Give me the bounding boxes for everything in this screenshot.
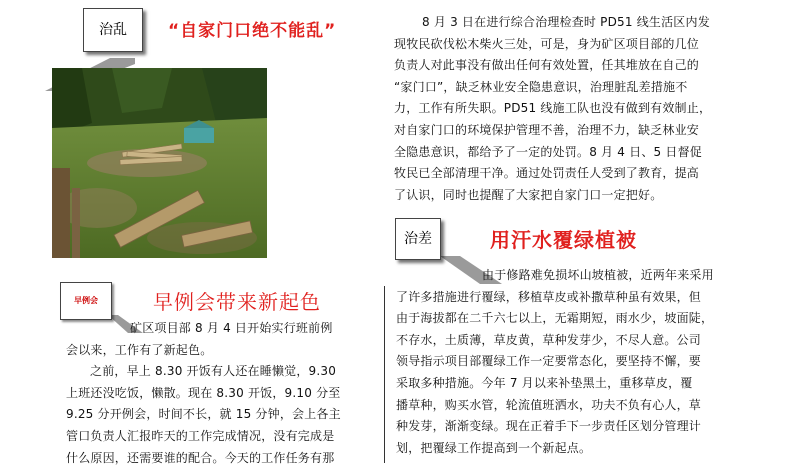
text-line: 力，工作有所失职。PD51 线施工队也没有做到有效制止， (394, 101, 712, 116)
section-label-zhiluan (83, 8, 143, 52)
text-line: 牧民已全部清理干净。通过处罚责任人受到了教育，提高 (394, 166, 700, 181)
text-line: 不存水，土质薄，草皮黄，草种发芽少，不尽人意。公司 (396, 332, 702, 347)
section-label-zhicha-text: 治差 (404, 231, 432, 247)
section-label-zhiluan-text: 治乱 (99, 22, 127, 38)
text-line: 现牧民砍伐松木柴火三处，可是，身为矿区项目部的几位 (394, 36, 700, 51)
text-line: 了许多措施进行覆绿，移植草皮或补撒草种虽有效果，但 (396, 289, 702, 304)
text-line: 8 月 3 日在进行综合治理检查时 PD51 线生活区内发 (422, 15, 710, 29)
forest-clearing-photo (52, 68, 267, 258)
section-label-zhicha (395, 218, 441, 260)
text-line: 采取多种措施。今年 7 月以来补垫黑土，重移草皮，覆 (396, 375, 693, 390)
headline-zhicha: 用汗水覆绿植被 (490, 228, 637, 252)
article-bottom-right (396, 265, 714, 459)
text-line: 划，把覆绿工作提高到一个新起点。 (396, 440, 592, 455)
text-line: 由于海拔都在二千六七以上，无霜期短，雨水少，坡面陡， (396, 311, 714, 326)
text-line: 什么原因，还需要谁的配合。今天的工作任务有那 (66, 450, 335, 465)
text-line: 由于修路难免损坏山坡植被，近两年来采用 (482, 268, 714, 282)
headline-zhiluan: “自家门口绝不能乱” (168, 21, 337, 41)
text-line: 会以来，工作有了新起色。 (66, 342, 213, 357)
headline-zaolihui: 早例会带来新起色 (153, 290, 321, 314)
column-divider (384, 286, 385, 463)
text-line: 了认识，同时也提醒了大家把自家门口一定把好。 (394, 187, 663, 202)
article-top-right (394, 12, 711, 206)
article-bottom-left (66, 318, 341, 469)
text-line: 矿区项目部 8 月 4 日开始实行班前例 (130, 321, 333, 335)
text-line: 上班还没吃饭，懒散。现在 8.30 开饭，9.10 分至 (66, 385, 341, 400)
text-line: 9.25 分开例会，时间不长，就 15 分钟，会上各主 (66, 407, 341, 422)
section-label-zaolihui (60, 282, 112, 320)
section-label-zaolihui-text: 早例会 (74, 296, 98, 305)
text-line: 领导指示项目部覆绿工作一定要常态化，要坚持不懈，要 (396, 354, 702, 369)
text-line: 负责人对此事没有做出任何有效处置，任其堆放在自己的 (394, 58, 700, 73)
text-line: 全隐患意识，都给予了一定的处罚。8 月 4 日、5 日督促 (394, 144, 702, 159)
text-line: 管口负责人汇报昨天的工作完成情况，没有完成是 (66, 428, 335, 443)
text-line: “家门口”，缺乏林业安全隐患意识，治理脏乱差措施不 (394, 79, 688, 94)
text-line: 对自家门口的环境保护管理不善，治理不力，缺乏林业安 (394, 122, 700, 137)
text-line: 播草种，购买水管，轮流值班洒水，功夫不负有心人，草 (396, 397, 702, 412)
text-line: 种发芽，渐渐变绿。现在正着手下一步责任区划分管理计 (396, 419, 702, 434)
text-line: 之前，早上 8.30 开饭有人还在睡懒觉，9.30 (90, 364, 337, 379)
